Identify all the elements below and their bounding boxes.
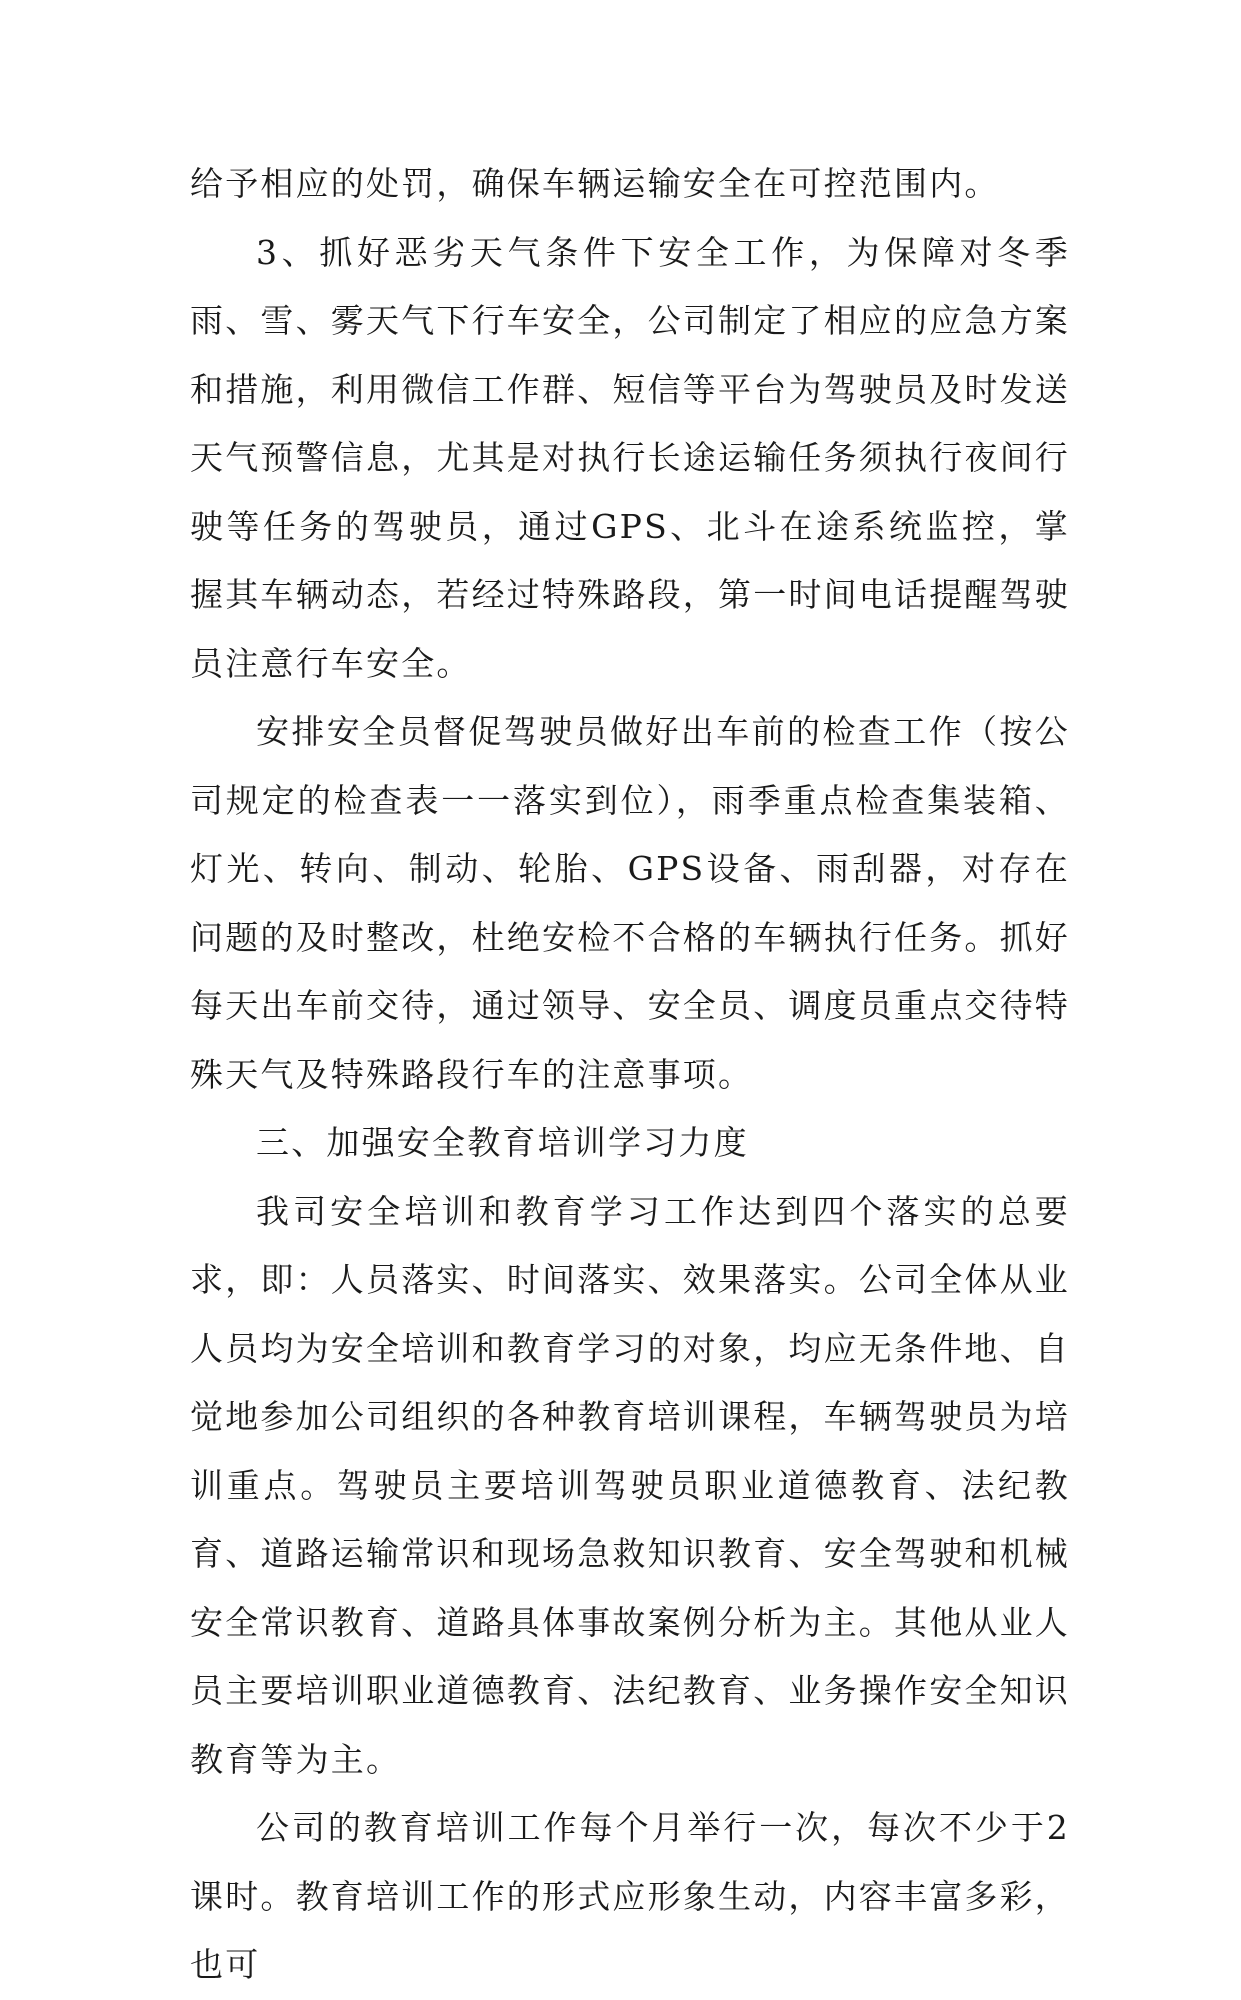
paragraph-penalty-continuation: 给予相应的处罚，确保车辆运输安全在可控范围内。 [190,164,1000,203]
document-body [190,150,1070,2000]
paragraph-bad-weather-safety: 3、抓好恶劣天气条件下安全工作，为保障对冬季雨、雪、雾天气下行车安全，公司制定了相应的应急方案和措施，利用微信工作群、短信等平台为驾驶员及时发送天气预警信息，尤其是对执行长途运输任务须执行夜间行驶等任务的驾驶员，通过GPS、北斗在途系统监控，掌握其车辆动态，若经过特殊路段，第一时间电话提醒驾驶员注意行车安全。 [190,232,1070,683]
paragraph-training-requirements: 我司安全培训和教育学习工作达到四个落实的总要求，即：人员落实、时间落实、效果落实。公司全体从业人员均为安全培训和教育学习的对象，均应无条件地、自觉地参加公司组织的各种教育培训课程，车辆驾驶员为培训重点。驾驶员主要培训驾驶员职业道德教育、法纪教育、道路运输常识和现场急救知识教育、安全驾驶和机械安全常识教育、道路具体事故案例分析为主。其他从业人员主要培训职业道德教育、法纪教育、业务操作安全知识教育等为主。 [190,1191,1070,1779]
paragraph-pre-departure-inspection: 安排安全员督促驾驶员做好出车前的检查工作（按公司规定的检查表一一落实到位），雨季重点检查集装箱、灯光、转向、制动、轮胎、GPS设备、雨刮器，对存在问题的及时整改，杜绝安检不合格的车辆执行任务。抓好每天出车前交待，通过领导、安全员、调度员重点交待特殊天气及特殊路段行车的注意事项。 [190,712,1070,1094]
paragraph-training-schedule: 公司的教育培训工作每个月举行一次，每次不少于2课时。教育培训工作的形式应形象生动，内容丰富多彩，也可 [190,1808,1070,1984]
section-heading-training: 三、加强安全教育培训学习力度 [256,1123,749,1162]
